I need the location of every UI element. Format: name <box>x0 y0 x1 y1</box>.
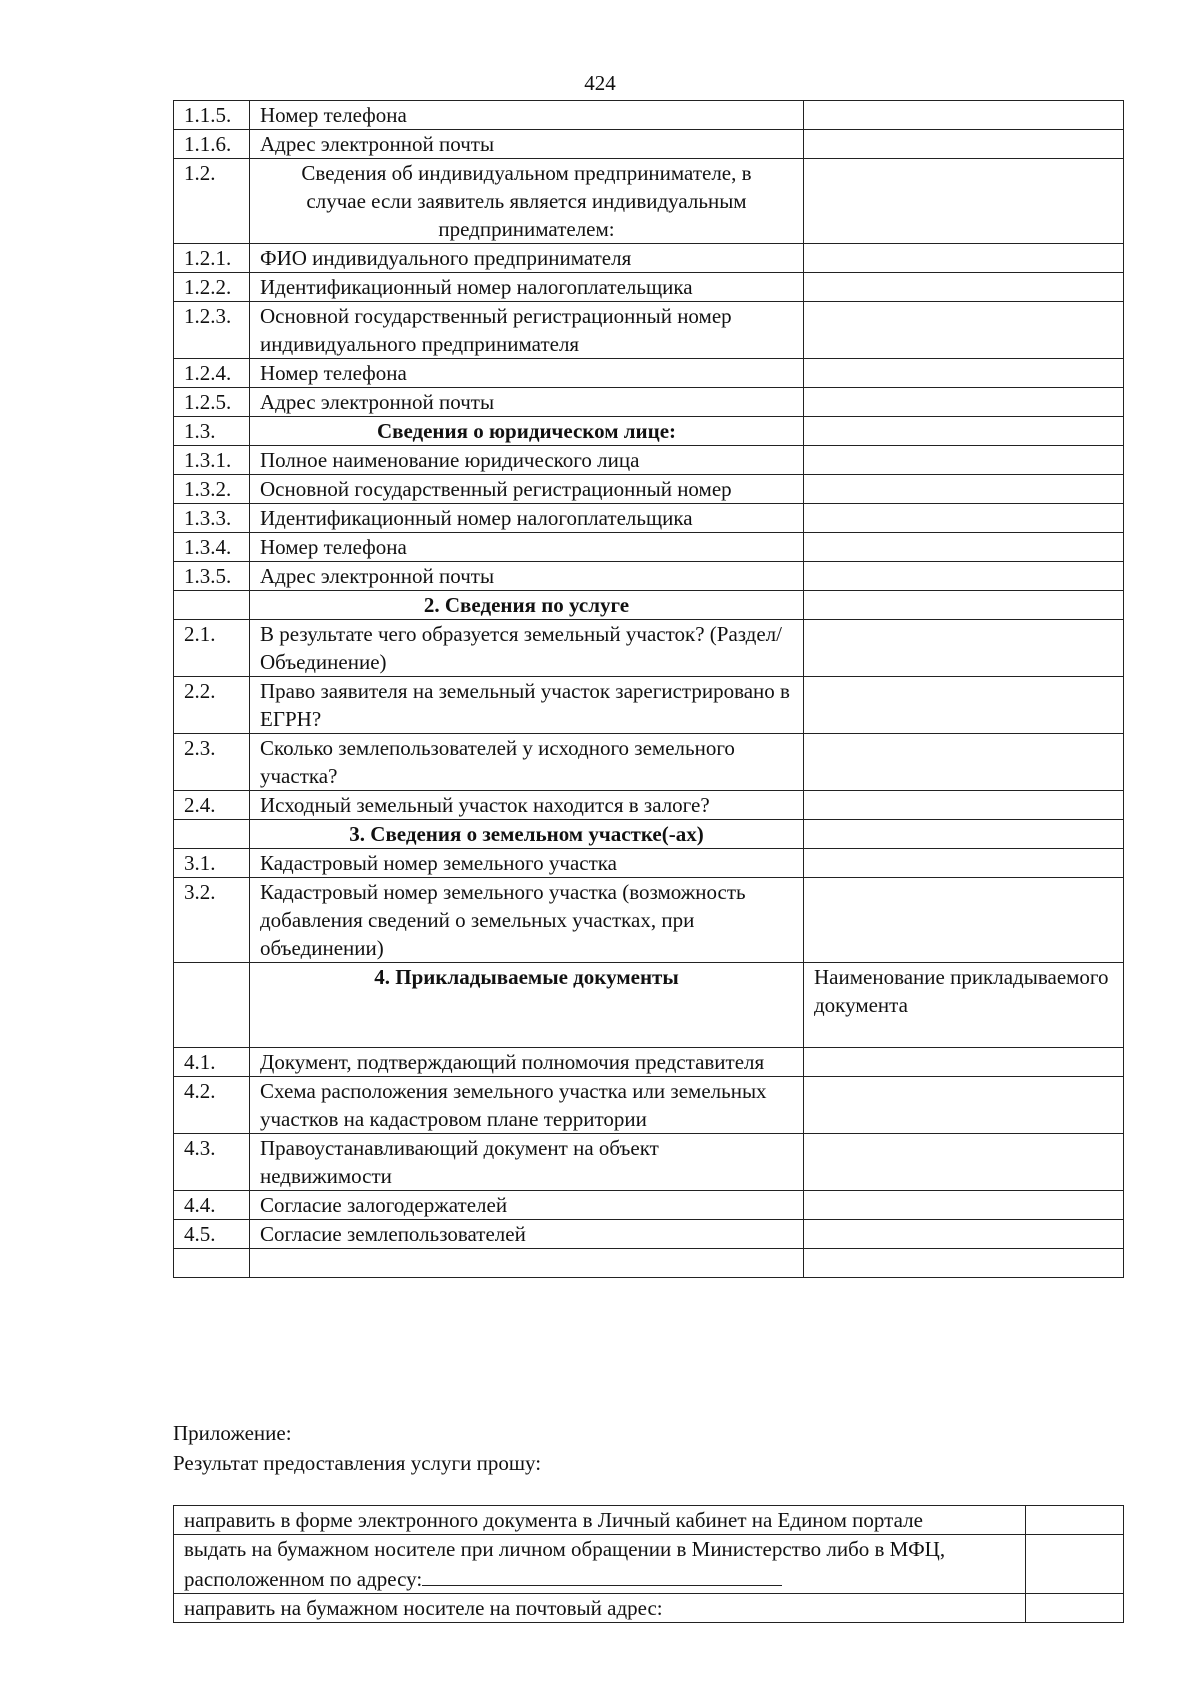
row-label: Правоустанавливающий документ на объект недвижимости <box>250 1134 804 1191</box>
row-value-cell[interactable] <box>804 591 1124 620</box>
table-row <box>174 417 1124 446</box>
delivery-option-checkbox[interactable] <box>1026 1594 1124 1623</box>
row-number: 1.3.3. <box>174 504 250 533</box>
row-value-cell[interactable] <box>804 677 1124 734</box>
row-label: Адрес электронной почты <box>250 130 804 159</box>
table-row <box>174 620 1124 677</box>
table-row <box>174 1191 1124 1220</box>
row-value-cell[interactable] <box>804 1134 1124 1191</box>
row-value-cell[interactable] <box>804 791 1124 820</box>
row-number: 2.3. <box>174 734 250 791</box>
row-number: 2.2. <box>174 677 250 734</box>
row-number: 1.3.2. <box>174 475 250 504</box>
row-label: Согласие залогодержателей <box>250 1191 804 1220</box>
row-value-cell[interactable] <box>804 159 1124 244</box>
row-number <box>174 591 250 620</box>
table-row <box>174 562 1124 591</box>
column-heading: Наименование прикладываемого документа <box>804 963 1124 1048</box>
delivery-option-checkbox[interactable] <box>1026 1506 1124 1535</box>
row-number: 1.2.4. <box>174 359 250 388</box>
row-value-cell[interactable] <box>804 1048 1124 1077</box>
row-value-cell[interactable] <box>804 1191 1124 1220</box>
delivery-option-label: направить на бумажном носителе на почтовый адрес: <box>174 1594 1026 1623</box>
row-number: 1.2. <box>174 159 250 244</box>
delivery-option-row <box>174 1594 1124 1623</box>
empty-cell[interactable] <box>804 1249 1124 1278</box>
row-value-cell[interactable] <box>804 417 1124 446</box>
row-label: Адрес электронной почты <box>250 388 804 417</box>
row-value-cell[interactable] <box>804 878 1124 963</box>
row-value-cell[interactable] <box>804 388 1124 417</box>
table-row <box>174 1220 1124 1249</box>
table-row <box>174 677 1124 734</box>
row-label: Номер телефона <box>250 101 804 130</box>
row-number <box>174 963 250 1048</box>
table-row <box>174 878 1124 963</box>
row-value-cell[interactable] <box>804 504 1124 533</box>
row-number: 4.3. <box>174 1134 250 1191</box>
section-heading: Сведения о юридическом лице: <box>250 417 804 446</box>
delivery-options-table <box>173 1505 1124 1623</box>
table-row <box>174 101 1124 130</box>
row-number: 1.2.1. <box>174 244 250 273</box>
row-value-cell[interactable] <box>804 101 1124 130</box>
row-label: Идентификационный номер налогоплательщика <box>250 504 804 533</box>
row-value-cell[interactable] <box>804 620 1124 677</box>
table-row <box>174 244 1124 273</box>
address-blank-line[interactable] <box>422 1563 782 1586</box>
appendix-block <box>173 1418 541 1478</box>
row-number: 4.2. <box>174 1077 250 1134</box>
row-number: 3.2. <box>174 878 250 963</box>
result-request-text: Результат предоставления услуги прошу: <box>173 1451 542 1475</box>
table-row <box>174 1048 1124 1077</box>
appendix-label: Приложение: <box>173 1421 292 1445</box>
row-label: Адрес электронной почты <box>250 562 804 591</box>
table-row <box>174 820 1124 849</box>
application-form-table <box>173 100 1124 1278</box>
row-value-cell[interactable] <box>804 1077 1124 1134</box>
row-value-cell[interactable] <box>804 130 1124 159</box>
section-heading: 2. Сведения по услуге <box>250 591 804 620</box>
table-row <box>174 591 1124 620</box>
row-number: 1.1.6. <box>174 130 250 159</box>
row-label: Номер телефона <box>250 359 804 388</box>
delivery-option-row <box>174 1506 1124 1535</box>
delivery-option-row <box>174 1535 1124 1594</box>
delivery-option-label: выдать на бумажном носителе при личном обращении в Министерство либо в МФЦ, расположенном по адресу: <box>184 1537 946 1591</box>
row-value-cell[interactable] <box>804 849 1124 878</box>
delivery-option-label: направить в форме электронного документа в Личный кабинет на Едином портале <box>174 1506 1026 1535</box>
row-label: Кадастровый номер земельного участка (возможность добавления сведений о земельных участках, при объединении) <box>250 878 804 963</box>
row-value-cell[interactable] <box>804 820 1124 849</box>
row-number: 4.5. <box>174 1220 250 1249</box>
row-label: В результате чего образуется земельный участок? (Раздел/Объединение) <box>250 620 804 677</box>
table-row <box>174 359 1124 388</box>
row-number: 4.1. <box>174 1048 250 1077</box>
row-label: Номер телефона <box>250 533 804 562</box>
table-row <box>174 446 1124 475</box>
row-value-cell[interactable] <box>804 359 1124 388</box>
table-row <box>174 1077 1124 1134</box>
empty-cell[interactable] <box>250 1249 804 1278</box>
delivery-option-checkbox[interactable] <box>1026 1535 1124 1594</box>
section-heading: Сведения об индивидуальном предпринимателе, в случае если заявитель является индивидуальным предпринимателем: <box>250 159 804 244</box>
row-label: Сколько землепользователей у исходного земельного участка? <box>250 734 804 791</box>
row-number: 1.2.2. <box>174 273 250 302</box>
table-row <box>174 273 1124 302</box>
row-number: 2.4. <box>174 791 250 820</box>
empty-cell[interactable] <box>174 1249 250 1278</box>
row-number: 1.1.5. <box>174 101 250 130</box>
table-row <box>174 963 1124 1048</box>
row-number: 1.3. <box>174 417 250 446</box>
row-value-cell[interactable] <box>804 302 1124 359</box>
row-value-cell[interactable] <box>804 562 1124 591</box>
row-number: 1.3.1. <box>174 446 250 475</box>
table-row <box>174 159 1124 244</box>
table-row <box>174 849 1124 878</box>
table-row <box>174 130 1124 159</box>
row-label: Идентификационный номер налогоплательщика <box>250 273 804 302</box>
page-number: 424 <box>584 71 616 95</box>
table-row <box>174 791 1124 820</box>
section-heading: 3. Сведения о земельном участке(-ах) <box>250 820 804 849</box>
table-row <box>174 475 1124 504</box>
row-label: Основной государственный регистрационный номер индивидуального предпринимателя <box>250 302 804 359</box>
row-number: 1.3.5. <box>174 562 250 591</box>
row-label: Право заявителя на земельный участок зарегистрировано в ЕГРН? <box>250 677 804 734</box>
table-row <box>174 734 1124 791</box>
row-value-cell[interactable] <box>804 475 1124 504</box>
row-label: Согласие землепользователей <box>250 1220 804 1249</box>
row-number: 4.4. <box>174 1191 250 1220</box>
row-label: Полное наименование юридического лица <box>250 446 804 475</box>
row-value-cell[interactable] <box>804 244 1124 273</box>
row-value-cell[interactable] <box>804 446 1124 475</box>
row-label: Исходный земельный участок находится в залоге? <box>250 791 804 820</box>
empty-row <box>174 1249 1124 1278</box>
table-row <box>174 504 1124 533</box>
row-label: Основной государственный регистрационный номер <box>250 475 804 504</box>
row-number: 1.2.3. <box>174 302 250 359</box>
table-row <box>174 533 1124 562</box>
section-heading: 4. Прикладываемые документы <box>250 963 804 1048</box>
row-number: 3.1. <box>174 849 250 878</box>
delivery-option-label-cell <box>174 1535 1026 1594</box>
table-row <box>174 1134 1124 1191</box>
row-value-cell[interactable] <box>804 1220 1124 1249</box>
table-row <box>174 302 1124 359</box>
row-number: 1.2.5. <box>174 388 250 417</box>
row-number: 1.3.4. <box>174 533 250 562</box>
row-label: ФИО индивидуального предпринимателя <box>250 244 804 273</box>
row-label: Кадастровый номер земельного участка <box>250 849 804 878</box>
table-row <box>174 388 1124 417</box>
row-label: Схема расположения земельного участка или земельных участков на кадастровом плане территории <box>250 1077 804 1134</box>
row-value-cell[interactable] <box>804 734 1124 791</box>
row-number <box>174 820 250 849</box>
row-label: Документ, подтверждающий полномочия представителя <box>250 1048 804 1077</box>
row-number: 2.1. <box>174 620 250 677</box>
row-value-cell[interactable] <box>804 273 1124 302</box>
row-value-cell[interactable] <box>804 533 1124 562</box>
